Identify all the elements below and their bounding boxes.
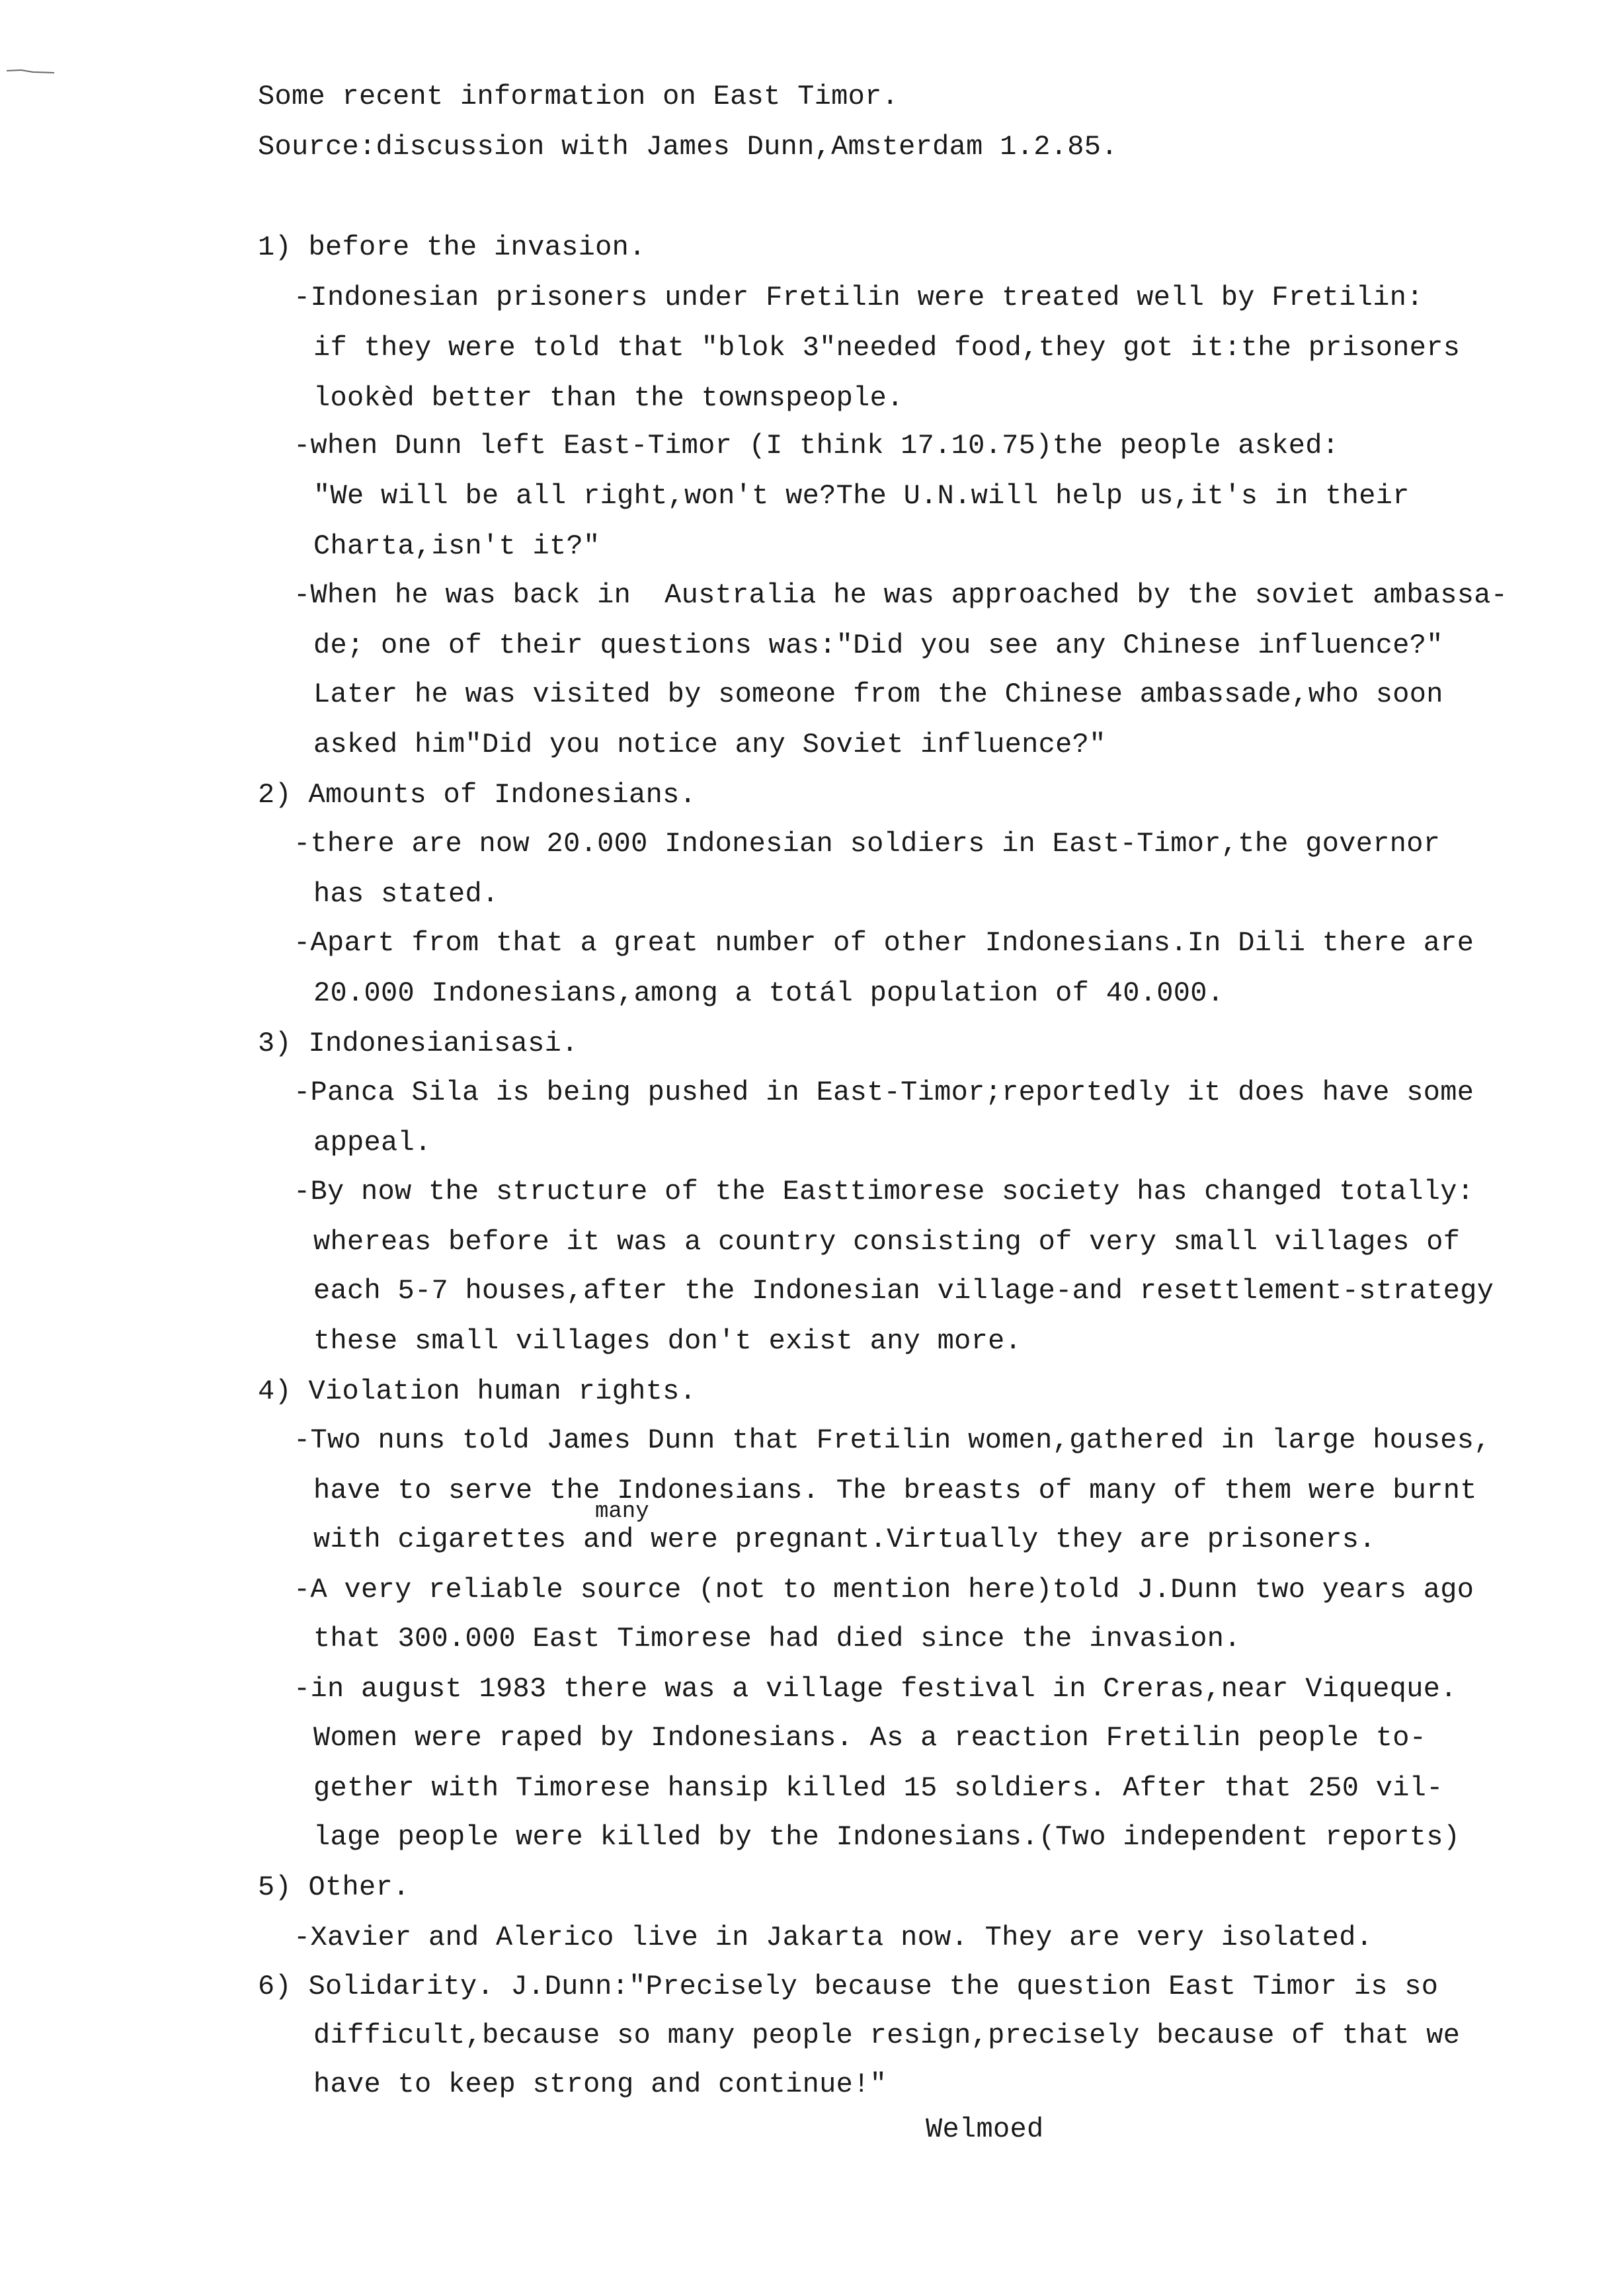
- text-line: -Panca Sila is being pushed in East-Timor;reportedly it does have some: [294, 1077, 1474, 1108]
- text-line: lookèd better than the townspeople.: [313, 382, 904, 414]
- section-heading-3: 3) Indonesianisasi.: [258, 1028, 579, 1059]
- text-line: if they were told that "blok 3"needed food,they got it:the prisoners: [313, 332, 1461, 364]
- text-line: asked him"Did you notice any Soviet influence?": [313, 729, 1106, 760]
- text-line: that 300.000 East Timorese had died since the invasion.: [313, 1623, 1241, 1655]
- text-line: -when Dunn left East-Timor (I think 17.10.75)the people asked:: [294, 430, 1340, 462]
- text-line: Charta,isn't it?": [313, 530, 600, 562]
- section-heading-2: 2) Amounts of Indonesians.: [258, 779, 697, 811]
- text-line: -When he was back in Australia he was approached by the soviet ambassa-: [294, 579, 1508, 611]
- text-line: Later he was visited by someone from the Chinese ambassade,who soon: [313, 678, 1443, 710]
- text-line: each 5-7 houses,after the Indonesian village-and resettlement-strategy: [313, 1275, 1494, 1307]
- section-heading-4: 4) Violation human rights.: [258, 1375, 697, 1407]
- section-heading-1: 1) before the invasion.: [258, 231, 646, 263]
- text-line: have to keep strong and continue!": [313, 2069, 887, 2100]
- text-line: 20.000 Indonesians,among a totál population of 40.000.: [313, 977, 1225, 1009]
- text-line: with cigarettes and were pregnant.Virtually they are prisoners.: [313, 1524, 1376, 1555]
- section-heading-5: 5) Other.: [258, 1871, 410, 1903]
- handwritten-insertion: many: [595, 1499, 649, 1524]
- source-line: Source:discussion with James Dunn,Amsterdam 1.2.85.: [258, 131, 1118, 163]
- text-line: -A very reliable source (not to mention here)told J.Dunn two years ago: [294, 1574, 1474, 1606]
- text-line: have to serve the Indonesians. The breasts of many of them were burnt: [313, 1475, 1477, 1506]
- text-line: difficult,because so many people resign,precisely because of that we: [313, 2020, 1461, 2051]
- text-line: -Two nuns told James Dunn that Fretilin women,gathered in large houses,: [294, 1424, 1491, 1456]
- section-heading-6: 6) Solidarity. J.Dunn:"Precisely because the question East Timor is so: [258, 1971, 1439, 2002]
- pen-mark: [7, 69, 54, 74]
- text-line: has stated.: [313, 878, 499, 910]
- signature: Welmoed: [926, 2113, 1044, 2145]
- text-line: "We will be all right,won't we?The U.N.will help us,it's in their: [313, 480, 1410, 512]
- text-line: -Apart from that a great number of other Indonesians.In Dili there are: [294, 927, 1474, 959]
- text-line: appeal.: [313, 1127, 432, 1159]
- text-line: lage people were killed by the Indonesians.(Two independent reports): [313, 1821, 1461, 1853]
- text-line: -Indonesian prisoners under Fretilin were treated well by Fretilin:: [294, 282, 1424, 313]
- text-line: these small villages don't exist any more.: [313, 1325, 1022, 1357]
- text-line: whereas before it was a country consisting of very small villages of: [313, 1226, 1461, 1258]
- text-line: -Xavier and Alerico live in Jakarta now. They are very isolated.: [294, 1922, 1373, 1953]
- text-line: -there are now 20.000 Indonesian soldiers in East-Timor,the governor: [294, 828, 1441, 860]
- text-line: -in august 1983 there was a village festival in Creras,near Viqueque.: [294, 1673, 1457, 1705]
- text-line: -By now the structure of the Easttimorese society has changed totally:: [294, 1176, 1474, 1208]
- text-line: de; one of their questions was:"Did you see any Chinese influence?": [313, 630, 1443, 661]
- text-line: gether with Timorese hansip killed 15 soldiers. After that 250 vil-: [313, 1772, 1443, 1804]
- text-line: Women were raped by Indonesians. As a reaction Fretilin people to-: [313, 1722, 1427, 1754]
- document-title: Some recent information on East Timor.: [258, 81, 899, 112]
